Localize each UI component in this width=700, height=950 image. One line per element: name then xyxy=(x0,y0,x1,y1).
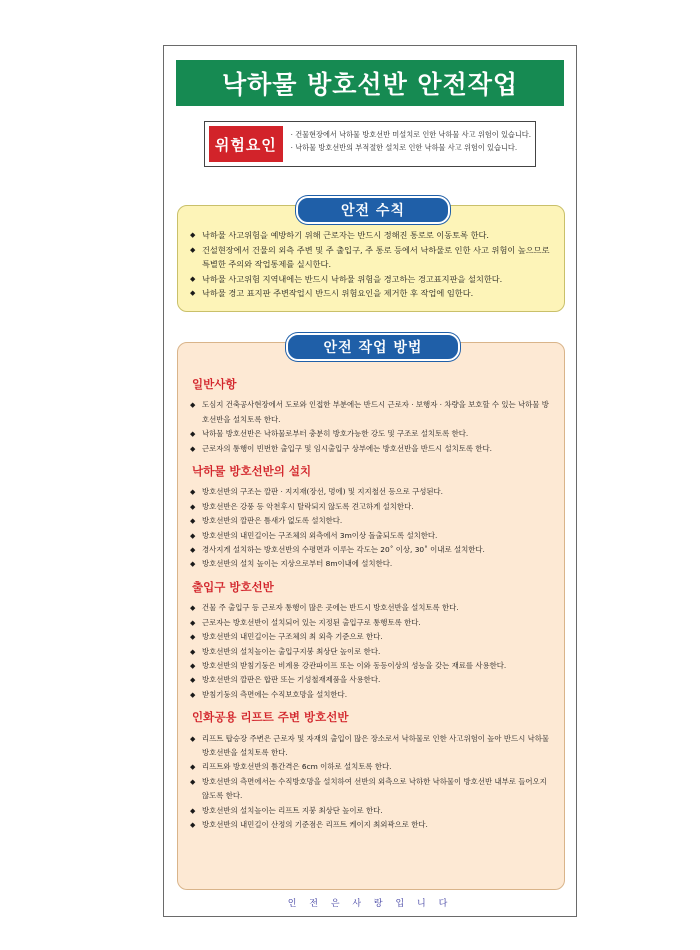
diamond-bullet-icon: ◆ xyxy=(190,245,196,254)
section-heading: 낙하물 방호선반의 설치 xyxy=(192,464,312,479)
diamond-bullet-icon: ◆ xyxy=(190,690,196,699)
list-item: ◆ 방호선반의 깔판은 합판 또는 기성철재제품을 사용한다. xyxy=(190,673,554,687)
list-item: ◆ 근로자의 통행이 빈번한 출입구 및 임시출입구 상부에는 방호선반을 반드시 설치토록 한다. xyxy=(190,442,554,456)
list-item: ◆ 낙하물 사고위험을 예방하기 위해 근로자는 반드시 정해진 통로로 이동토록 한다. xyxy=(190,228,554,243)
section-heading: 인화공용 리프트 주변 방호선반 xyxy=(192,710,349,725)
footer-slogan: 인 전 은 사 랑 입 니 다 xyxy=(287,899,453,909)
list-item: ◆ 낙하물 방호선반은 낙하물로부터 충분히 방호가능한 강도 및 구조로 설치토록 한다. xyxy=(190,427,554,441)
diamond-bullet-icon: ◆ xyxy=(190,517,196,526)
list-item: ◆ 건물 주 출입구 등 근로자 통행이 많은 곳에는 반드시 방호선반을 설치토록 한다. xyxy=(190,601,554,615)
list-item: ◆ 방호선반의 구조는 깔판 · 지지재(장선, 멍에) 및 지지철선 등으로 구성된다. xyxy=(190,485,554,499)
diamond-bullet-icon: ◆ xyxy=(190,806,196,815)
hazard-label: 위험요인 xyxy=(209,126,283,162)
list-item: ◆ 방호선반의 측면에서는 수직방호망을 설치하여 선반의 외측으로 낙하한 낙하물이 방호선반 내부로 들어오지 않도록 한다. xyxy=(190,775,554,804)
diamond-bullet-icon: ◆ xyxy=(190,560,196,569)
list-item: ◆ 방호선반의 내민길이는 구조체의 외측에서 3m이상 돌출되도록 설치한다. xyxy=(190,529,554,543)
list-item: ◆ 방호선반의 설치높이는 리프트 지붕 최상단 높이로 한다. xyxy=(190,804,554,818)
hazard-box xyxy=(204,121,536,167)
safe-work-methods-box xyxy=(177,342,565,890)
list-item: ◆ 리프트와 방호선반의 틈간격은 6cm 이하로 설치토록 한다. xyxy=(190,760,554,774)
list-item: ◆ 방호선반의 받침기둥은 비계용 강관파이프 또는 이와 동등이상의 성능을 갖는 재료를 사용한다. xyxy=(190,659,554,673)
section-heading: 일반사항 xyxy=(192,377,237,391)
list-item: ◆ 리프트 탑승장 주변은 근로자 및 자재의 출입이 많은 장소로서 낙하물로 인한 사고위험이 높아 반드시 낙하물 방호선반을 설치토록 한다. xyxy=(190,732,554,761)
diamond-bullet-icon: ◆ xyxy=(190,661,196,670)
diamond-bullet-icon: ◆ xyxy=(190,618,196,627)
diamond-bullet-icon: ◆ xyxy=(190,531,196,540)
diamond-bullet-icon: ◆ xyxy=(190,820,196,829)
list-item: ◆ 방호선반의 깔판은 틈새가 없도록 설치한다. xyxy=(190,514,554,528)
diamond-bullet-icon: ◆ xyxy=(190,604,196,613)
list-item: ◆ 방호선반의 설치높이는 출입구지붕 최상단 높이로 한다. xyxy=(190,645,554,659)
list-item: ◆ 낙하물 경고 표지판 주변작업시 반드시 위험요인을 제거한 후 작업에 임한다. xyxy=(190,286,554,301)
list-item: ◆ 방호선반의 설치 높이는 지상으로부터 8m이내에 설치한다. xyxy=(190,557,554,571)
list-item: ◆ 방호선반의 내민길이는 구조체의 최 외측 기준으로 한다. xyxy=(190,630,554,644)
diamond-bullet-icon: ◆ xyxy=(190,763,196,772)
hazard-item: · 낙하물 방호선반의 부적절한 설치로 인한 낙하물 사고 위험이 있습니다. xyxy=(290,143,518,152)
section-heading: 출입구 방호선반 xyxy=(192,579,274,594)
diamond-bullet-icon: ◆ xyxy=(190,546,196,555)
diamond-bullet-icon: ◆ xyxy=(190,274,196,283)
list-item: ◆ 받침기둥의 측면에는 수직보호망을 설치한다. xyxy=(190,688,554,702)
diamond-bullet-icon: ◆ xyxy=(190,289,196,298)
diamond-bullet-icon: ◆ xyxy=(190,430,196,439)
diamond-bullet-icon: ◆ xyxy=(190,777,196,786)
diamond-bullet-icon: ◆ xyxy=(190,502,196,511)
hazard-list xyxy=(287,122,535,166)
list-item: ◆ 근로자는 방호선반이 설치되어 있는 지정된 출입구로 통행토록 한다. xyxy=(190,616,554,630)
poster-title: 낙하물 방호선반 안전작업 xyxy=(176,60,564,106)
list-item: ◆ 낙하물 사고위험 지역내에는 반드시 낙하물 위험을 경고하는 경고표지판을 설치한다. xyxy=(190,272,554,287)
list-item: ◆ 방호선반은 강풍 등 악천후시 탈락되지 않도록 견고하게 설치한다. xyxy=(190,500,554,514)
diamond-bullet-icon: ◆ xyxy=(190,734,196,743)
safety-rules-title: 안전 수칙 xyxy=(296,196,450,224)
diamond-bullet-icon: ◆ xyxy=(190,401,196,410)
list-item: ◆ 도심지 건축공사현장에서 도로와 인접한 부분에는 반드시 근로자 · 보행자 · 차량을 보호할 수 있는 낙하물 방호선반을 설치토록 한다. xyxy=(190,398,554,427)
diamond-bullet-icon: ◆ xyxy=(190,444,196,453)
list-item: ◆ 경사지게 설치하는 방호선반의 수평면과 이루는 각도는 20˚ 이상, 30˚ 이내로 설치한다. xyxy=(190,543,554,557)
safety-poster xyxy=(163,45,577,917)
diamond-bullet-icon: ◆ xyxy=(190,647,196,656)
diamond-bullet-icon: ◆ xyxy=(190,676,196,685)
list-item: ◆ 건설현장에서 건물의 외측 주변 및 주 출입구, 주 통로 등에서 낙하물로 인한 사고 위험이 높으므로 특별한 주의와 작업통제를 실시한다. xyxy=(190,243,554,272)
safe-work-methods-title: 안전 작업 방법 xyxy=(286,333,460,361)
diamond-bullet-icon: ◆ xyxy=(190,633,196,642)
hazard-item: · 건물현장에서 낙하물 방호선반 미설치로 인한 낙하물 사고 위험이 있습니다. xyxy=(290,130,531,139)
diamond-bullet-icon: ◆ xyxy=(190,488,196,497)
diamond-bullet-icon: ◆ xyxy=(190,231,196,239)
list-item: ◆ 방호선반의 내민길이 산정의 기준점은 리프트 케이지 최외곽으로 한다. xyxy=(190,818,554,832)
